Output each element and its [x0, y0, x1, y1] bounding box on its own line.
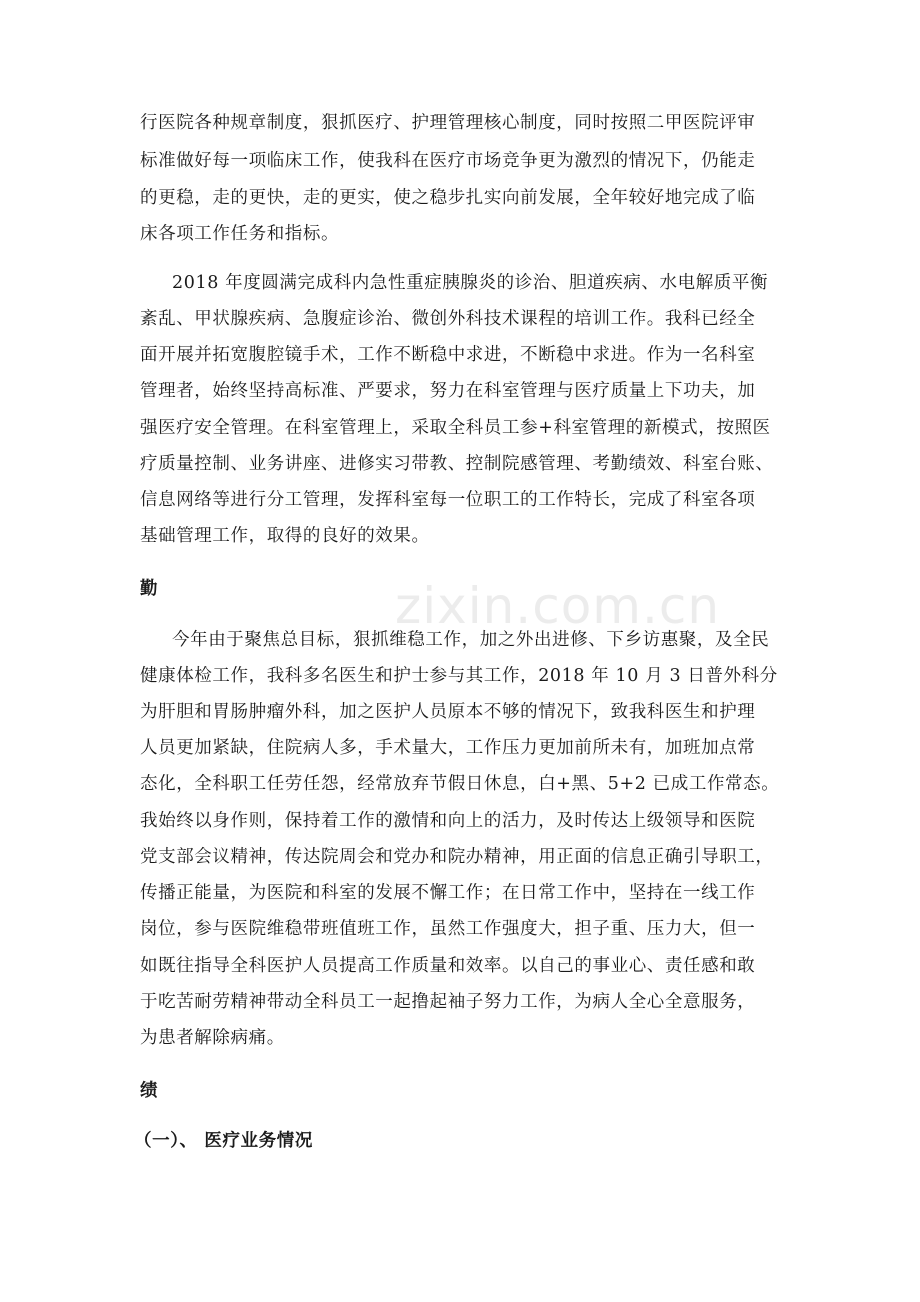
paragraph-line: 管理者，始终坚持高标准、严要求，努力在科室管理与医疗质量上下功夫，加: [140, 381, 756, 401]
paragraph-line: 健康体检工作，我科多名医生和护士参与其工作，2018 年 10 月 3 日普外科分: [140, 666, 778, 686]
paragraph-line: 标准做好每一项临床工作，使我科在医疗市场竞争更为激烈的情况下，仍能走: [140, 151, 756, 171]
paragraph-line: 行医院各种规章制度，狠抓医疗、护理管理核心制度，同时按照二甲医院评审: [140, 113, 756, 133]
paragraph-line: 如既往指导全科医护人员提高工作质量和效率。以自己的事业心、责任感和敢: [140, 956, 756, 976]
paragraph-line: 信息网络等进行分工管理，发挥科室每一位职工的工作特长，完成了科室各项: [140, 490, 756, 510]
paragraph-line: 为肝胆和胃肠肿瘤外科，加之医护人员原本不够的情况下，致我科医生和护理: [140, 702, 756, 722]
paragraph-line: 传播正能量，为医院和科室的发展不懈工作；在日常工作中，坚持在一线工作: [140, 883, 756, 903]
paragraph-line: 的更稳，走的更快，走的更实，使之稳步扎实向前发展，全年较好地完成了临: [140, 188, 756, 208]
paragraph-line: 基础管理工作，取得的良好的效果。: [140, 526, 430, 546]
paragraph-line: 人员更加紧缺，住院病人多，手术量大，工作压力更加前所未有，加班加点常: [140, 738, 756, 758]
watermark: zixin.com.cn: [395, 577, 721, 635]
paragraph-line: 态化，全科职工任劳任怨，经常放弃节假日休息，白+黑、5+2 已成工作常态。: [140, 774, 780, 794]
paragraph-line: 床各项工作任务和指标。: [140, 224, 340, 244]
section-heading: 勤: [140, 579, 159, 599]
paragraph-line: 我始终以身作则，保持着工作的激情和向上的活力，及时传达上级领导和医院: [140, 811, 756, 831]
paragraph-line: 强医疗安全管理。在科室管理上，采取全科员工参+科室管理的新模式，按照医: [140, 418, 771, 438]
paragraph-line: 党支部会议精神，传达院周会和党办和院办精神，用正面的信息正确引导职工，: [140, 847, 774, 867]
paragraph-line: 岗位，参与医院维稳带班值班工作，虽然工作强度大，担子重、压力大，但一: [140, 919, 756, 939]
paragraph-line: 为患者解除病痛。: [140, 1028, 285, 1048]
paragraph-line: 于吃苦耐劳精神带动全科员工一起撸起袖子努力工作，为病人全心全意服务，: [140, 992, 756, 1012]
paragraph-line: 紊乱、甲状腺疾病、急腹症诊治、微创外科技术课程的培训工作。我科已经全: [140, 309, 756, 329]
paragraph-line: 疗质量控制、业务讲座、进修实习带教、控制院感管理、考勤绩效、科室台账、: [140, 454, 774, 474]
paragraph-line: 面开展并拓宽腹腔镜手术，工作不断稳中求进，不断稳中求进。作为一名科室: [140, 345, 756, 365]
paragraph-line: 今年由于聚焦总目标，狠抓维稳工作，加之外出进修、下乡访惠聚，及全民: [172, 630, 770, 650]
section-heading: 绩: [140, 1081, 159, 1101]
paragraph-line: 2018 年度圆满完成科内急性重症胰腺炎的诊治、胆道疾病、水电解质平衡: [172, 273, 769, 293]
subsection-heading: （一）、 医疗业务情况: [134, 1131, 313, 1151]
